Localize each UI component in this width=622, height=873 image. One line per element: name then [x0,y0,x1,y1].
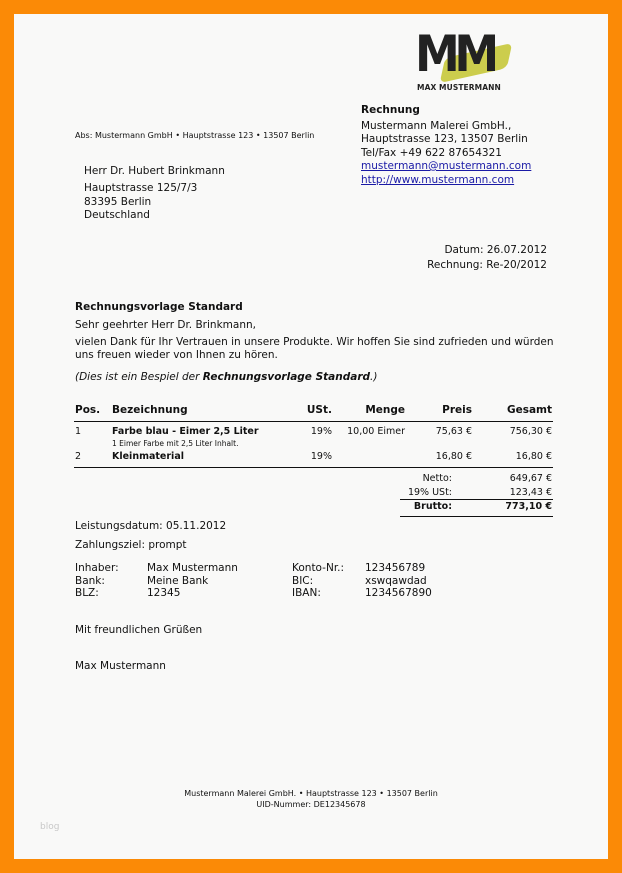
row-sub: 1 Eimer Farbe mit 2,5 Liter Inhalt. [112,439,239,448]
row-qty: 10,00 Eimer [347,426,405,437]
intro-line: vielen Dank für Ihr Vertrauen in unsere Produkte. Wir hoffen Sie sind zufrieden und würden [75,336,554,348]
sender-line: Abs: Mustermann GmbH • Hauptstrasse 123 • 13507 Berlin [75,131,315,140]
iban-value: 1234567890 [365,587,432,599]
footer-address: Mustermann Malerei GmbH. • Hauptstrasse 123 • 13507 Berlin [184,789,438,798]
bank-values-right [365,562,432,600]
ust-label: 19% USt: [407,487,452,498]
intro-paragraph [75,336,553,361]
ust-value: 123,43 € [509,487,552,498]
owner-label: Inhaber: [75,562,119,574]
col-header-total: Gesamt [506,404,552,416]
bic-value: xswqawdad [365,574,427,587]
row-total: 756,30 € [509,426,552,437]
bank-value: Meine Bank [147,574,209,587]
col-header-price: Preis [442,404,472,416]
blz-value: 12345 [147,587,181,599]
col-header-ust: USt. [306,404,332,416]
company-website-link[interactable]: http://www.mustermann.com [361,173,515,186]
bank-labels-right [292,562,344,600]
totals-rule [400,499,553,500]
closing-regards: Mit freundlichen Grüßen [75,624,203,636]
col-header-desc: Bezeichnung [112,404,188,416]
company-line: Hauptstrasse 123, 13507 Berlin [361,133,528,145]
greeting: Sehr geehrter Herr Dr. Brinkmann, [75,319,256,331]
recipient-address [84,182,197,223]
recipient-country: Deutschland [84,209,150,221]
date-value: 26.07.2012 [486,244,547,256]
page-footer [14,788,608,810]
row-price: 75,63 € [435,426,472,437]
table-header-rule [74,421,553,422]
row-ust: 19% [310,451,332,462]
note-suffix: .) [370,371,378,383]
document-title: Rechnungsvorlage Standard [75,301,243,313]
company-heading: Rechnung [361,104,420,116]
bank-values-left [147,562,238,600]
invoice-meta [427,243,547,273]
blz-label: BLZ: [75,587,99,599]
netto-value: 649,67 € [509,473,552,484]
service-date: Leistungsdatum: 05.11.2012 [75,520,227,532]
recipient-street: Hauptstrasse 125/7/3 [84,182,198,194]
row-price: 16,80 € [435,451,472,462]
row-total: 16,80 € [515,451,552,462]
footer-uid: UID-Nummer: DE12345678 [256,800,366,809]
payment-terms: Zahlungsziel: prompt [75,539,187,551]
recipient-city: 83395 Berlin [84,195,152,208]
brutto-label: Brutto: [413,501,452,512]
company-email-link[interactable]: mustermann@mustermann.com [361,160,532,172]
account-value: 123456789 [365,562,426,574]
recipient-name: Herr Dr. Hubert Brinkmann [84,165,225,177]
note-bold: Rechnungsvorlage Standard [202,371,371,383]
col-header-qty: Menge [365,404,405,416]
company-line: Mustermann Malerei GmbH., [361,119,512,132]
totals-bottom-rule [400,516,553,517]
logo-text: MAX MUSTERMANN [417,83,501,92]
row-desc: Kleinmaterial [112,451,184,462]
row-pos: 1 [75,426,82,437]
col-header-pos: Pos. [75,404,101,416]
bank-label: Bank: [75,574,105,587]
table-bottom-rule [74,467,553,468]
account-label: Konto-Nr.: [292,562,345,574]
iban-label: IBAN: [292,587,321,599]
signature-name: Max Mustermann [75,660,166,672]
intro-line: uns freuen wieder von Ihnen zu hören. [75,348,278,361]
brutto-value: 773,10 € [505,501,552,512]
owner-value: Max Mustermann [147,562,238,574]
company-line: Tel/Fax +49 622 87654321 [361,146,502,159]
row-desc: Farbe blau - Eimer 2,5 Liter [112,426,259,437]
bic-label: BIC: [292,574,314,587]
watermark: blog [40,822,60,832]
company-block [361,104,531,187]
row-ust: 19% [310,426,332,437]
logo-initials: MM [415,25,494,83]
netto-label: Netto: [422,473,452,484]
invoice-page [14,14,608,859]
example-note [75,371,377,383]
invoice-number-value: Re-20/2012 [486,259,547,271]
note-prefix: (Dies ist ein Bespiel der [75,371,203,383]
company-logo [415,25,507,92]
date-label: Datum: [444,244,484,256]
bank-labels-left [75,562,119,600]
invoice-number-label: Rechnung: [427,259,483,271]
row-pos: 2 [75,451,82,462]
